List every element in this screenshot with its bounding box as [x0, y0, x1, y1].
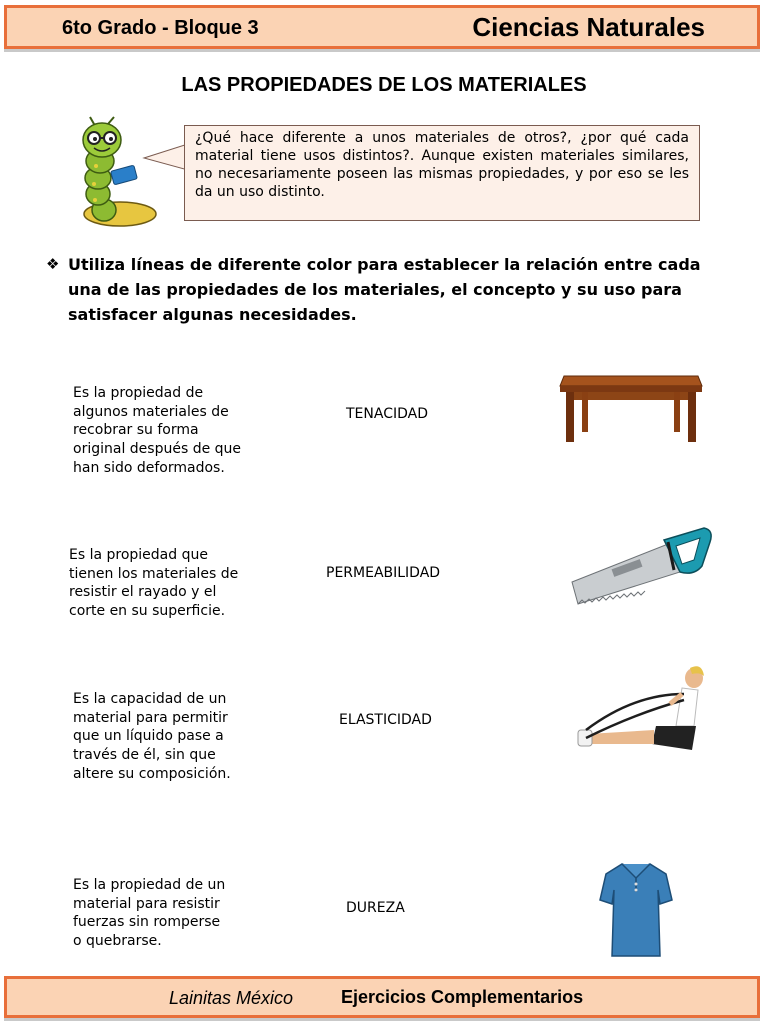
definition-1: Es la propiedad de algunos materiales de recobrar su forma original después de que han sido deformados. — [73, 385, 242, 476]
series-label: Ejercicios Complementarios — [341, 987, 584, 1007]
page-header — [4, 5, 760, 49]
page-title: LAS PROPIEDADES DE LOS MATERIALES — [181, 74, 587, 96]
property-1: TENACIDAD — [346, 406, 428, 422]
instruction-text: Utiliza líneas de diferente color para establecer la relación entre cada una de las propiedades de los materiales, el concepto y su uso para satisfacer algunas necesidades. — [68, 255, 701, 324]
property-4: DUREZA — [346, 900, 405, 916]
subject-label: Ciencias Naturales — [472, 12, 705, 42]
page-footer — [4, 976, 760, 1018]
author-label: Lainitas México — [169, 988, 294, 1008]
definition-4: Es la propiedad de un material para resistir fuerzas sin romperse o quebrarse. — [73, 877, 226, 950]
instruction — [46, 252, 706, 327]
polo-shirt-image — [596, 860, 676, 960]
table-image — [558, 368, 704, 444]
exercise-band-image — [574, 664, 708, 760]
saw-image — [568, 522, 714, 606]
definition-3: Es la capacidad de un material para permitir que un líquido pase a través de él, sin que altere su composición. — [73, 691, 231, 782]
bullet-icon: ❖ — [46, 255, 60, 273]
grade-block-label: 6to Grado - Bloque 3 — [62, 17, 259, 39]
intro-text: ¿Qué hace diferente a unos materiales de otros?, ¿por qué cada material tiene usos distintos?. Aunque existen materiales similares, no necesariamente poseen las mismas propiedades, y por eso se les da un uso distinto. — [195, 130, 689, 200]
property-2: PERMEABILIDAD — [326, 565, 441, 581]
property-3: ELASTICIDAD — [339, 712, 432, 728]
speech-bubble-tail — [142, 140, 188, 174]
definition-2: Es la propiedad que tienen los materiales de resistir el rayado y el corte en su superficie. — [69, 547, 239, 620]
intro-text-box — [184, 125, 700, 221]
